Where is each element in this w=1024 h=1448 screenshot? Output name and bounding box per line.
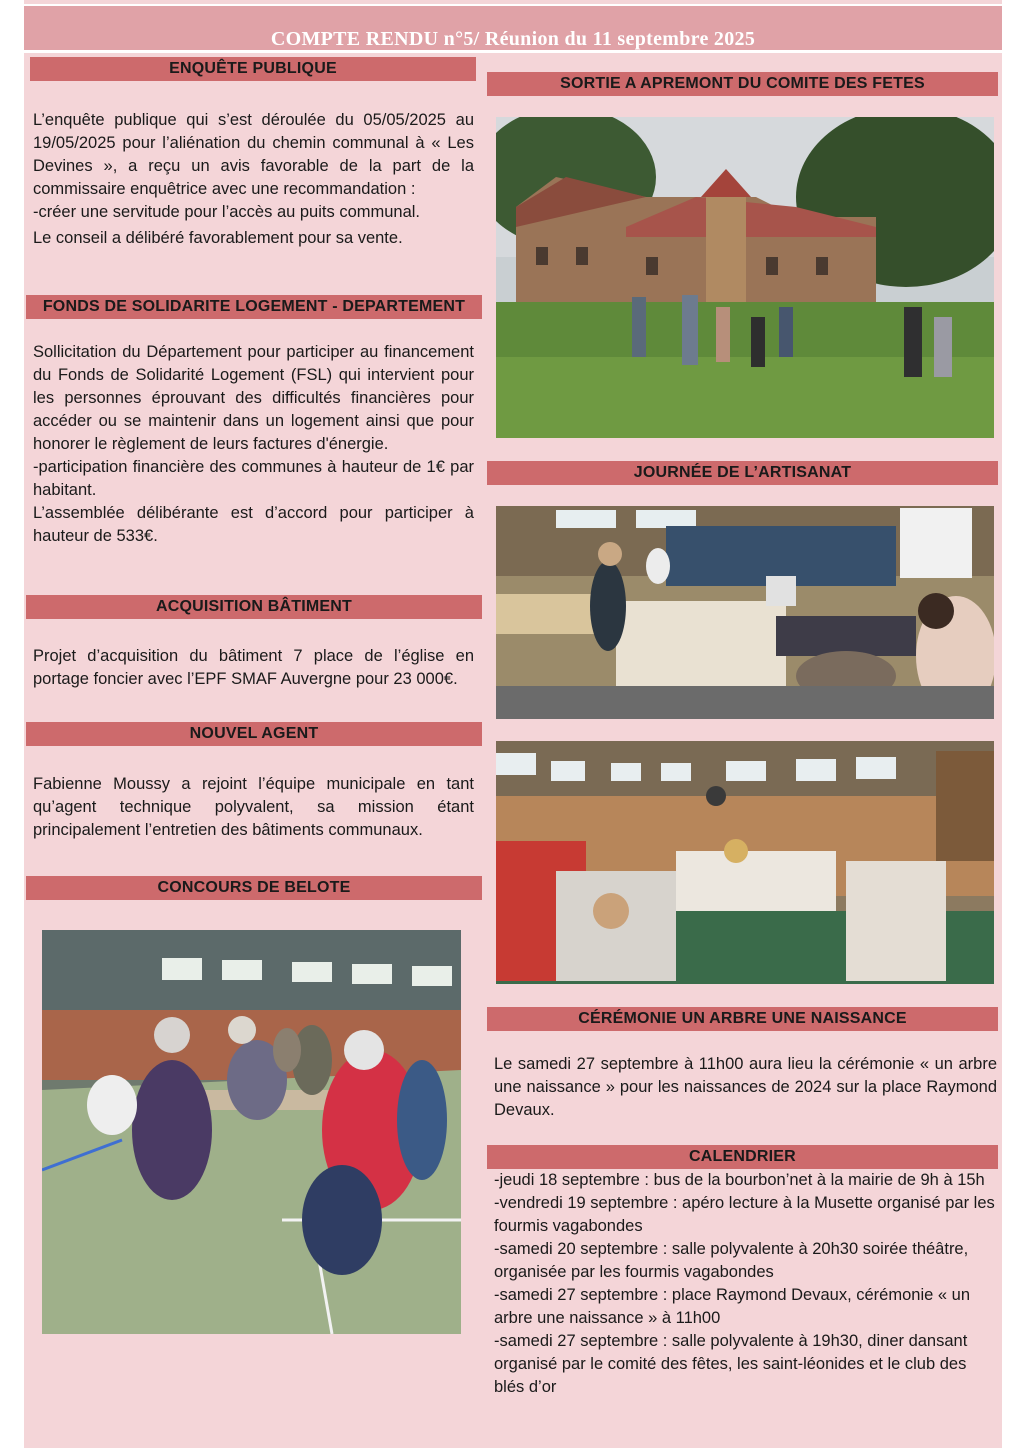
heading-enquete-publique: ENQUÊTE PUBLIQUE [30, 57, 476, 81]
photo-concours-belote [42, 930, 461, 1334]
list-item: -samedi 27 septembre : salle polyvalente à 19h30, diner dansant organisé par le comité des fêtes, les saint-léonides et le club des blés d’or [494, 1332, 968, 1396]
text-ceremonie-arbre-naissance [494, 1053, 997, 1122]
heading-ceremonie-arbre-naissance: CÉRÉMONIE UN ARBRE UNE NAISSANCE [487, 1007, 998, 1031]
heading-journee-artisanat: JOURNÉE DE L’ARTISANAT [487, 461, 998, 485]
text-enquete-publique [33, 109, 474, 250]
heading-calendrier: CALENDRIER [487, 1145, 998, 1169]
paragraph: Sollicitation du Département pour participer au financement du Fonds de Solidarité Logement (FSL) qui intervient pour les personnes éprouvant des difficultés financières pour accéder ou se maintenir dans un logement ainsi que pour honorer le règlement de leurs factures d'énergie. [33, 343, 474, 453]
text-fonds-solidarite-logement [33, 341, 474, 548]
paragraph: -participation financière des communes à hauteur de 1€ par habitant. [33, 458, 474, 499]
heading-acquisition-batiment: ACQUISITION BÂTIMENT [26, 595, 482, 619]
report-title-band [24, 4, 1002, 52]
list-item: -samedi 27 septembre : place Raymond Devaux, cérémonie « un arbre une naissance » à 11h00 [494, 1286, 970, 1327]
report-title: COMPTE RENDU n°5/ Réunion du 11 septembre 2025 [270, 28, 756, 50]
photo-journee-artisanat-1 [496, 506, 994, 719]
paragraph: Projet d’acquisition du bâtiment 7 place de l’église en portage foncier avec l’EPF SMAF Auvergne pour 23 000€. [33, 647, 474, 688]
paragraph: Le conseil a délibéré favorablement pour sa vente. [33, 229, 403, 247]
list-item: -vendredi 19 septembre : apéro lecture à la Musette organisé par les fourmis vagabondes [494, 1194, 995, 1235]
heading-fonds-solidarite-logement: FONDS DE SOLIDARITE LOGEMENT - DEPARTEMENT [26, 295, 482, 319]
photo-sortie-apremont [496, 117, 994, 438]
photo-journee-artisanat-2 [496, 741, 994, 984]
paragraph: L’assemblée délibérante est d’accord pour participer à hauteur de 533€. [33, 504, 474, 545]
list-item: -jeudi 18 septembre : bus de la bourbon’net à la mairie de 9h à 15h [494, 1171, 985, 1189]
list-item: -samedi 20 septembre : salle polyvalente à 20h30 soirée théâtre, organisée par les fourmis vagabondes [494, 1240, 969, 1281]
title-divider [24, 50, 1002, 53]
paragraph: L’enquête publique qui s’est déroulée du 05/05/2025 au 19/05/2025 pour l’aliénation du chemin communal à « Les Devines », a reçu un avis favorable de la part de la commissaire enquêtrice avec une recommandation : [33, 111, 474, 198]
paragraph: Fabienne Moussy a rejoint l’équipe municipale en tant qu’agent technique polyvalent, sa mission étant principalement l’entretien des bâtiments communaux. [33, 775, 474, 839]
paragraph: -créer une servitude pour l’accès au puits communal. [33, 203, 421, 221]
heading-nouvel-agent: NOUVEL AGENT [26, 722, 482, 746]
text-acquisition-batiment [33, 645, 474, 691]
heading-concours-belote: CONCOURS DE BELOTE [26, 876, 482, 900]
calendrier-list [494, 1169, 997, 1399]
text-nouvel-agent [33, 773, 474, 842]
heading-sortie-apremont: SORTIE A APREMONT DU COMITE DES FETES [487, 72, 998, 96]
paragraph: Le samedi 27 septembre à 11h00 aura lieu la cérémonie « un arbre une naissance » pour les naissances de 2024 sur la place Raymond Devaux. [494, 1055, 997, 1119]
